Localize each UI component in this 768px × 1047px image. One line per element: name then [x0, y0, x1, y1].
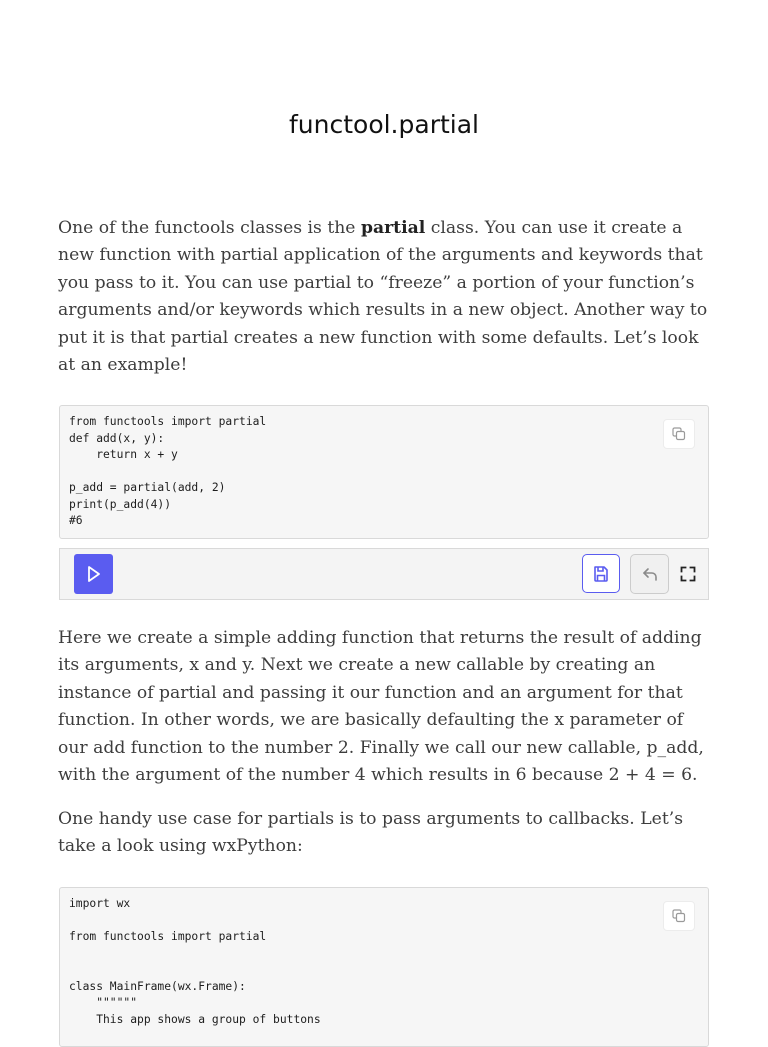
intro-text-start: One of the functools classes is the [58, 218, 361, 238]
page-title: functool.partial [288, 110, 479, 139]
save-icon [592, 565, 610, 583]
copy-code-button[interactable] [663, 901, 695, 931]
intro-paragraph [58, 215, 714, 379]
code-text[interactable]: import wx from functools import partial class MainFrame(wx.Frame): """""" This app shows a group of buttons [69, 897, 321, 1026]
code-block-wxpython-example[interactable] [59, 887, 709, 1047]
code-toolbar [59, 548, 709, 600]
fullscreen-icon [680, 566, 696, 582]
undo-button[interactable] [630, 554, 669, 594]
undo-icon [641, 565, 659, 583]
run-button[interactable] [74, 554, 113, 594]
code-block-partial-example[interactable] [59, 405, 709, 539]
intro-bold-term: partial [360, 218, 426, 238]
code-text[interactable]: from functools import partial def add(x, y): return x + y p_add = partial(add, 2) print(p_add(4)) #6 [69, 415, 267, 527]
play-icon [86, 565, 102, 583]
save-button[interactable] [582, 554, 620, 593]
copy-icon [672, 909, 686, 923]
copy-icon [672, 427, 686, 441]
callbacks-paragraph: One handy use case for partials is to pass arguments to callbacks. Let’s take a look using wxPython: [58, 809, 684, 857]
fullscreen-button[interactable] [673, 554, 703, 594]
copy-code-button[interactable] [663, 419, 695, 449]
intro-text-end: class. You can use it create a new function with partial application of the arguments and keywords that you pass to it. You can use partial to “freeze” a portion of your function’s arguments and/or keywords which results in a new object. Another way to put it is that partial creates a new function with some defaults. Let’s look at an example! [58, 218, 708, 376]
explanation-paragraph: Here we create a simple adding function that returns the result of adding its arguments, x and y. Next we create a new callable by creating an instance of partial and passing it our function and an argument for that function. In other words, we are basically defaulting the x parameter of our add function to the number 2. Finally we call our new callable, p_add, with the argument of the number 4 which results in 6 because 2 + 4 = 6. [58, 628, 704, 786]
